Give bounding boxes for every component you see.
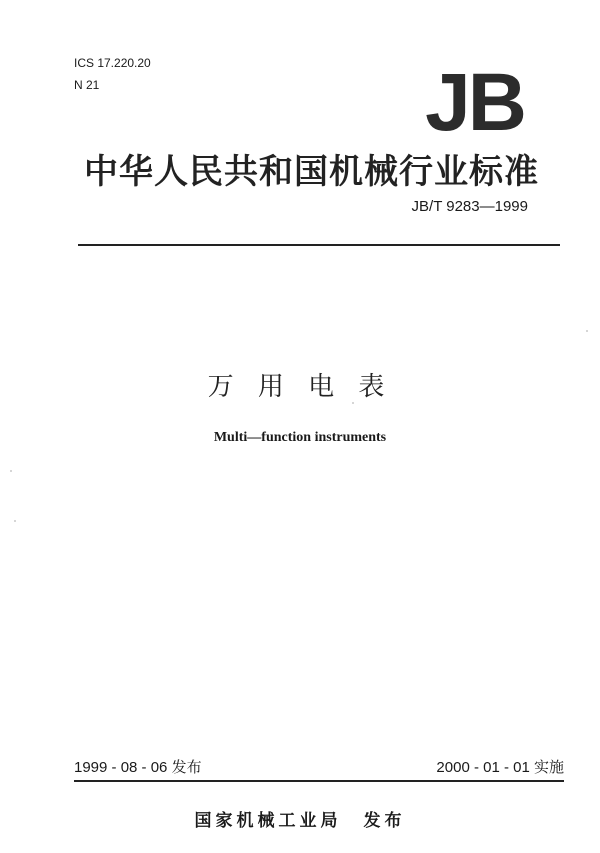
issue-date: 1999 - 08 - 06 发布 [74, 759, 202, 776]
publish-action: 发布 [363, 811, 406, 831]
standard-number: JB/T 9283—1999 [411, 198, 528, 215]
implement-date: 2000 - 01 - 01 实施 [436, 759, 564, 776]
ics-code: ICS 17.220.20 [74, 56, 151, 70]
scan-speck [10, 470, 12, 472]
publisher-line [0, 806, 600, 831]
scan-speck [352, 402, 354, 404]
bottom-divider [74, 780, 564, 782]
standard-title: 中华人民共和国机械行业标准 [84, 152, 539, 192]
document-title-cn: 万 用 电 表 [207, 372, 393, 402]
publisher-name: 国家机械工业局 [194, 811, 342, 831]
scan-speck [586, 330, 588, 332]
top-divider [78, 244, 560, 246]
document-title-en: Multi—function instruments [213, 430, 387, 445]
scan-speck [14, 520, 16, 522]
ccs-code: N 21 [74, 78, 100, 92]
jb-logo: JB [425, 57, 524, 148]
